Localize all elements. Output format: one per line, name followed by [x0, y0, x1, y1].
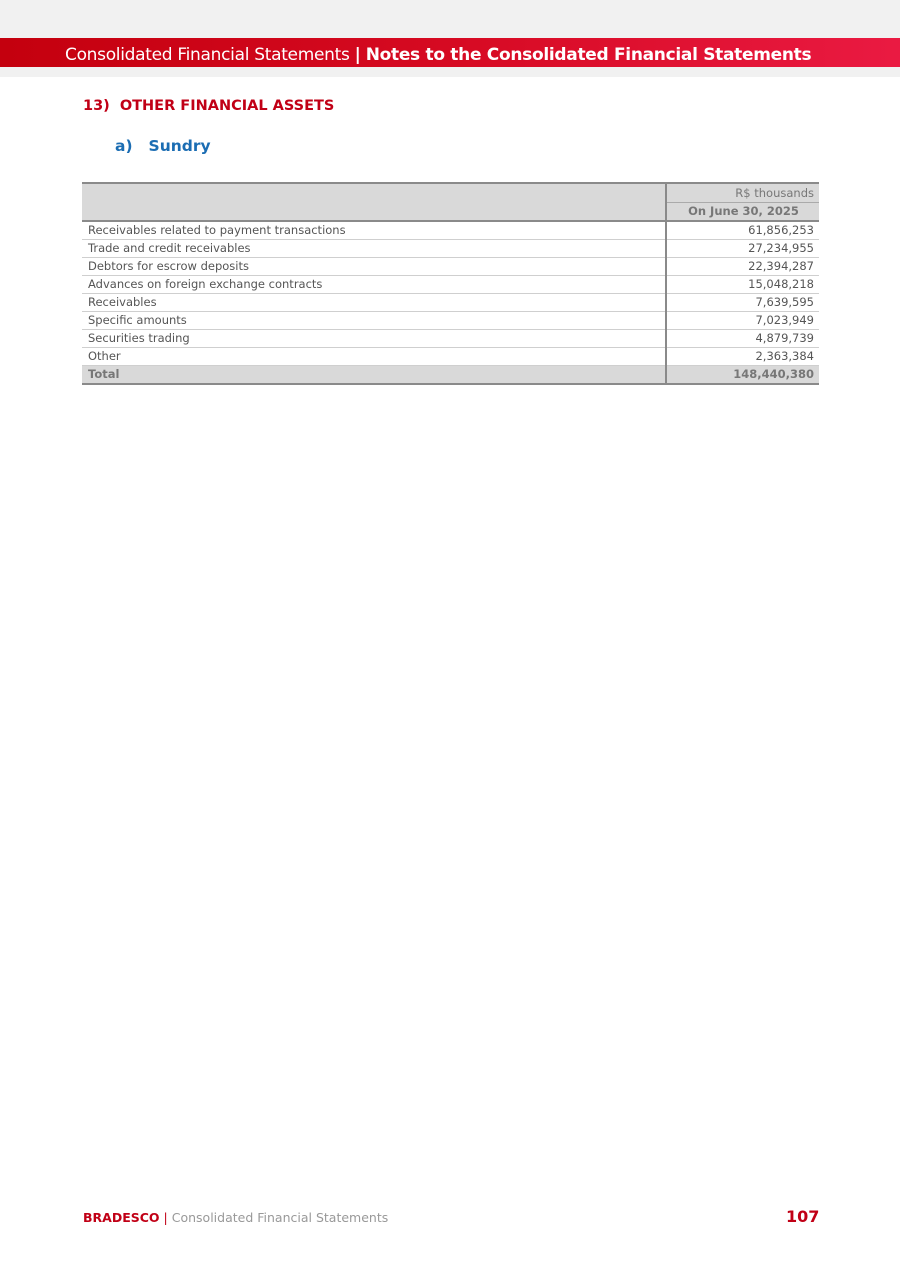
row-label: Receivables related to payment transactions: [82, 221, 666, 240]
total-value: 148,440,380: [666, 366, 819, 385]
subsection-letter: a): [115, 137, 133, 155]
row-value: 2,363,384: [666, 348, 819, 366]
header-section: Consolidated Financial Statements: [65, 45, 350, 65]
subsection-title: Sundry: [148, 137, 211, 155]
header-subsection: Notes to the Consolidated Financial Statements: [365, 45, 812, 65]
row-value: 7,639,595: [666, 294, 819, 312]
page-number: 107: [786, 1207, 820, 1226]
header-separator: |: [354, 45, 361, 65]
table-row: [82, 330, 819, 348]
running-header: [65, 45, 811, 65]
footer-brand: BRADESCO: [83, 1210, 160, 1225]
table-row: [82, 258, 819, 276]
row-label: Specific amounts: [82, 312, 666, 330]
column-header: On June 30, 2025: [666, 203, 819, 222]
top-margin: [0, 0, 900, 38]
section-title: OTHER FINANCIAL ASSETS: [119, 98, 335, 114]
table-row: [82, 294, 819, 312]
table-row: [82, 312, 819, 330]
header-band-shadow: [0, 67, 900, 77]
footer-text: Consolidated Financial Statements: [171, 1210, 389, 1225]
section-heading: [83, 98, 344, 114]
unit-label: R$ thousands: [666, 183, 819, 203]
row-value: 22,394,287: [666, 258, 819, 276]
row-value: 7,023,949: [666, 312, 819, 330]
footer-separator: |: [163, 1210, 168, 1225]
row-label: Securities trading: [82, 330, 666, 348]
row-value: 61,856,253: [666, 221, 819, 240]
table-row: [82, 348, 819, 366]
row-label: Advances on foreign exchange contracts: [82, 276, 666, 294]
row-value: 27,234,955: [666, 240, 819, 258]
row-label: Other: [82, 348, 666, 366]
total-label: Total: [82, 366, 666, 385]
header-blank-cell: [82, 183, 666, 221]
sundry-table: [82, 182, 819, 385]
table-row: [82, 276, 819, 294]
table-row: [82, 221, 819, 240]
footer: [83, 1210, 388, 1225]
section-number: 13): [83, 98, 110, 114]
row-value: 4,879,739: [666, 330, 819, 348]
row-label: Debtors for escrow deposits: [82, 258, 666, 276]
total-row: [82, 366, 819, 385]
subsection-heading: [115, 137, 227, 155]
row-value: 15,048,218: [666, 276, 819, 294]
table-row: [82, 240, 819, 258]
row-label: Trade and credit receivables: [82, 240, 666, 258]
row-label: Receivables: [82, 294, 666, 312]
